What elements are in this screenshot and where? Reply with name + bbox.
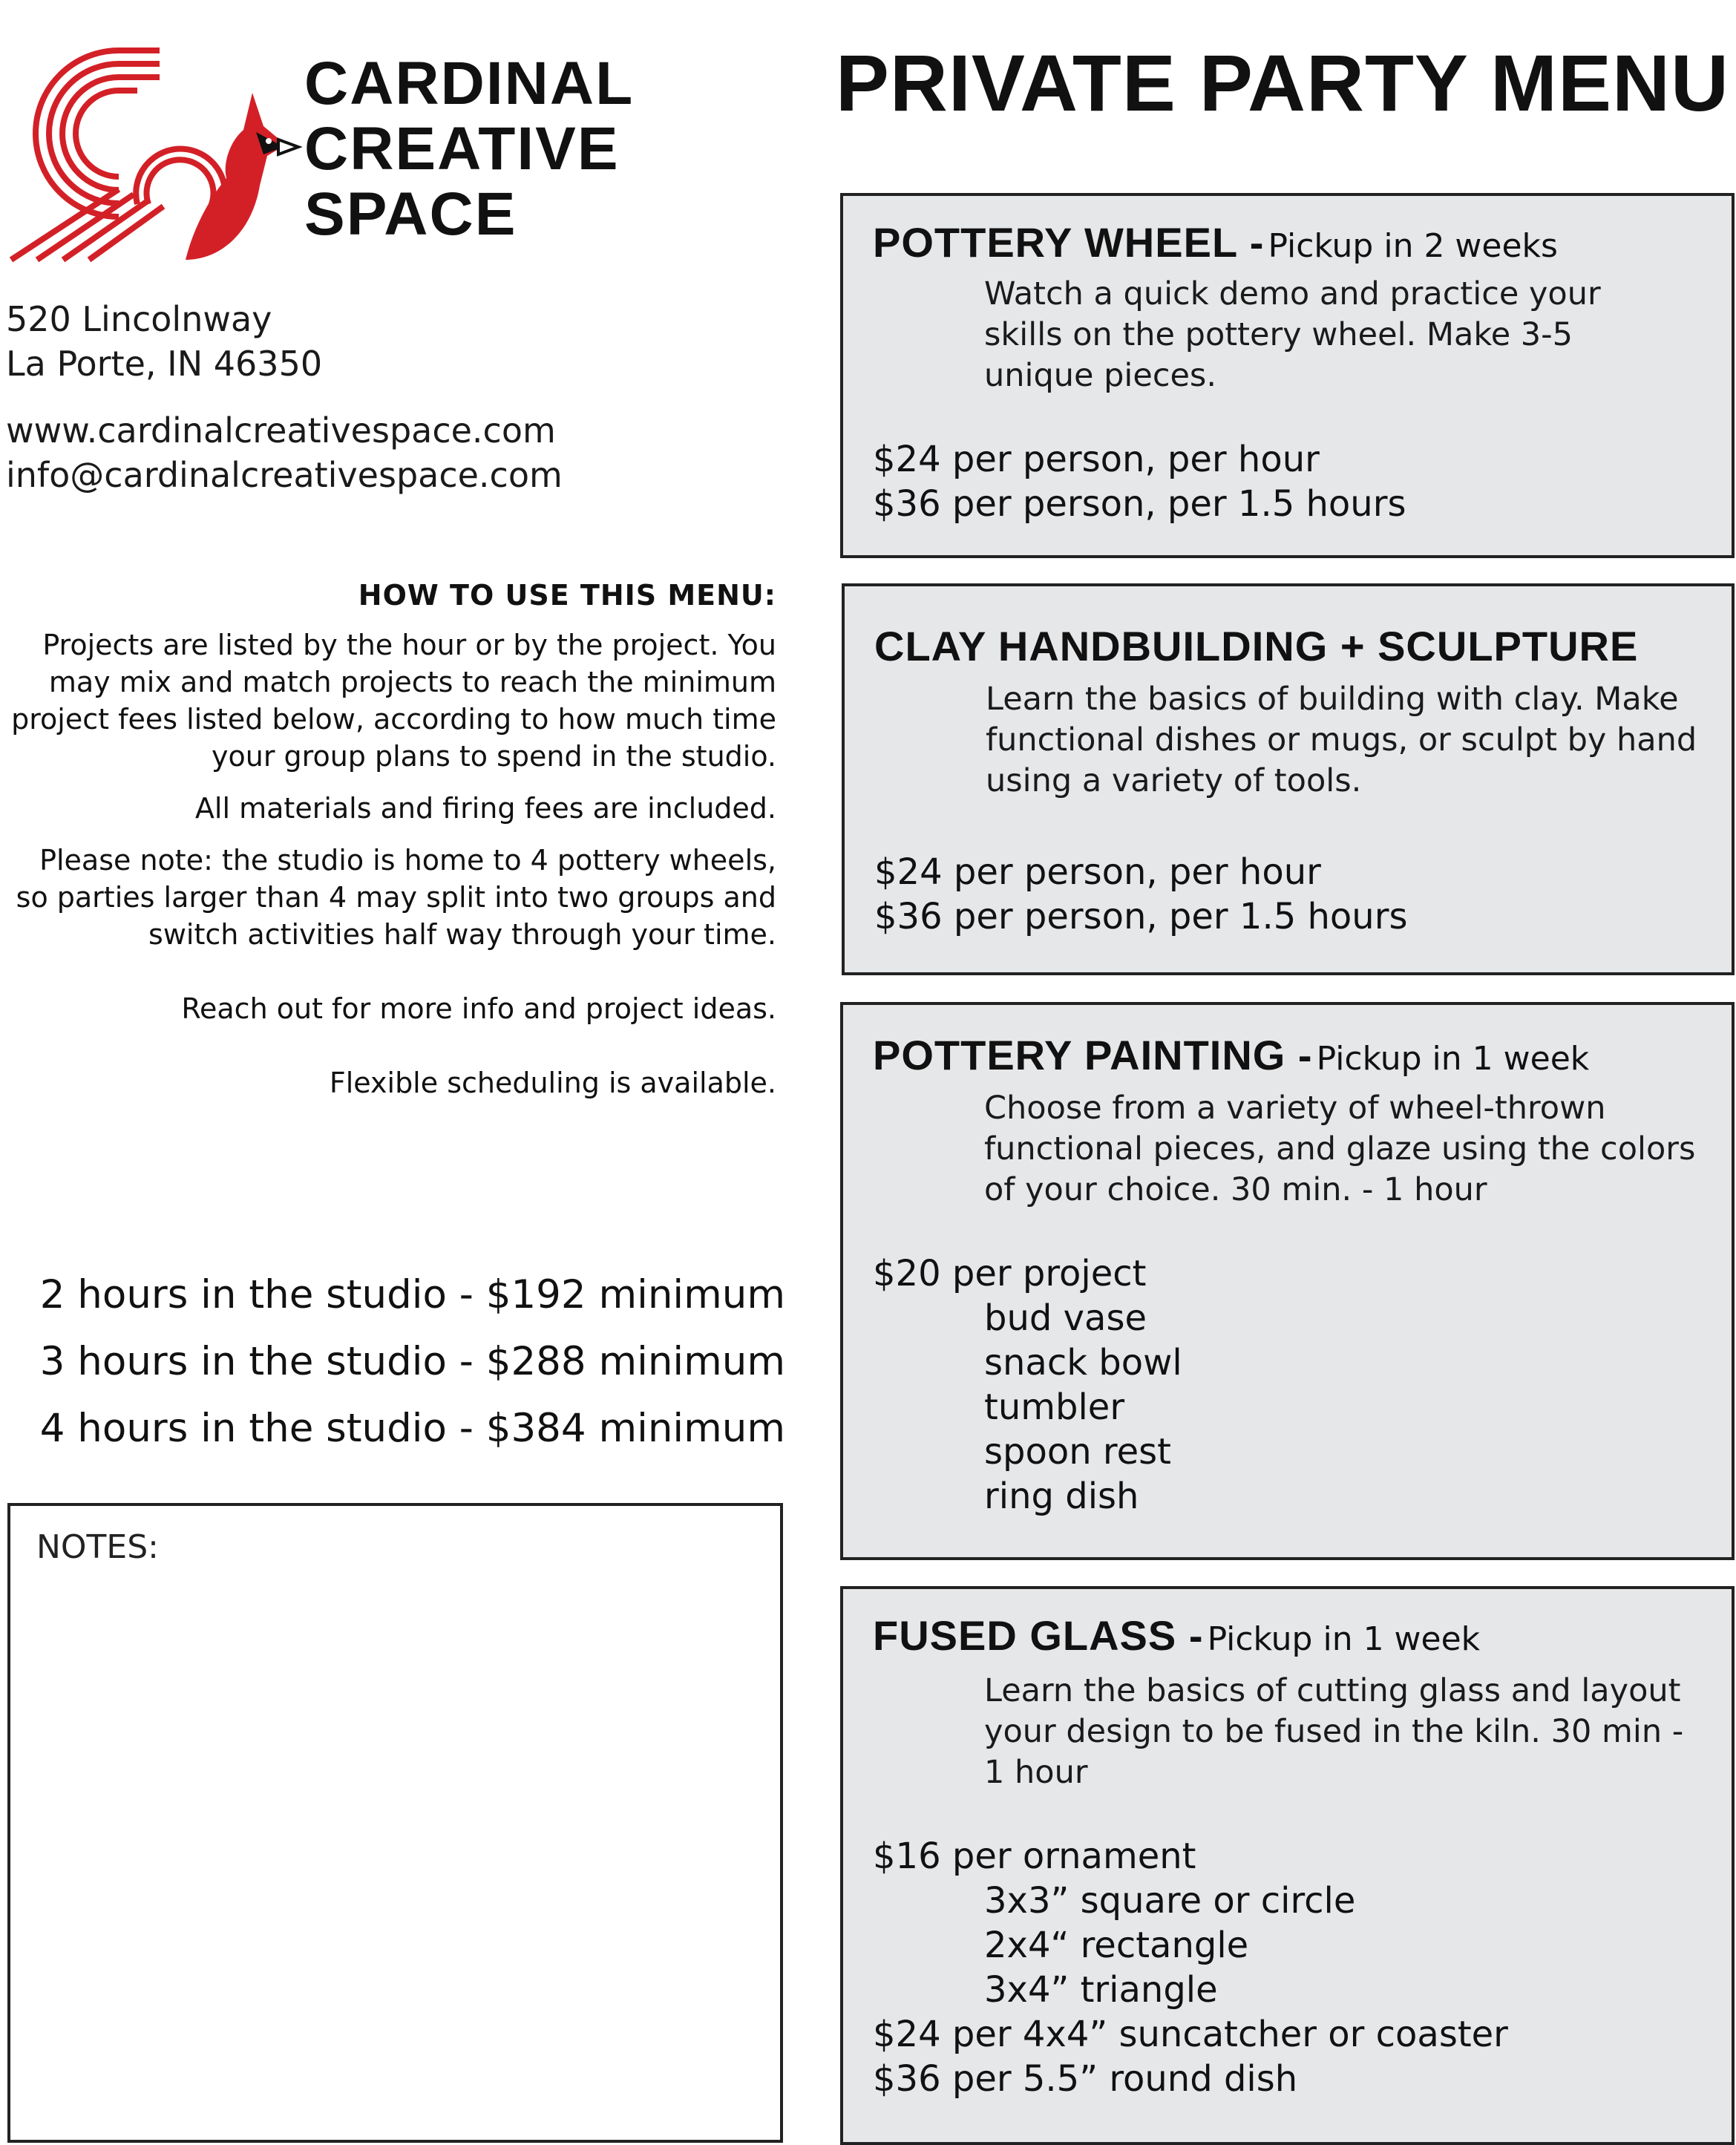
fused-glass-price-round-dish: $36 per 5.5” round dish — [873, 2058, 1298, 2100]
pottery-wheel-price-hour: $24 per person, per hour — [873, 439, 1320, 480]
pottery-painting-item: snack bowl — [984, 1342, 1182, 1383]
cardinal-logo-icon — [7, 37, 304, 267]
notes-box[interactable] — [7, 1503, 783, 2143]
fused-glass-item: 2x4“ rectangle — [984, 1925, 1249, 1966]
fused-glass-name: FUSED GLASS - — [873, 1612, 1204, 1659]
email-link[interactable]: info@cardinalcreativespace.com — [6, 455, 563, 495]
pottery-wheel-card — [840, 193, 1735, 558]
fused-glass-card — [840, 1586, 1735, 2145]
pottery-painting-item: ring dish — [984, 1476, 1139, 1517]
clay-handbuilding-price-hour: $24 per person, per hour — [874, 851, 1321, 893]
brand-name-line-3: SPACE — [304, 180, 517, 248]
how-to-use-paragraph-5: Flexible scheduling is available. — [329, 1067, 776, 1099]
pottery-painting-price — [873, 1251, 1182, 1519]
pottery-wheel-name: POTTERY WHEEL - — [873, 219, 1265, 266]
pottery-painting-item: tumbler — [984, 1386, 1125, 1428]
clay-handbuilding-title — [874, 622, 1638, 670]
minimum-fee-3-hours: 3 hours in the studio - $288 minimum — [39, 1339, 785, 1384]
clay-handbuilding-description: Learn the basics of building with clay. Make functional dishes or mugs, or sculpt by hand using a variety of tools. — [986, 681, 1697, 799]
pottery-painting-item: bud vase — [984, 1297, 1147, 1339]
fused-glass-price-ornament: $16 per ornament — [873, 1835, 1196, 1877]
minimum-fees-list — [7, 1262, 785, 1462]
fused-glass-item: 3x4” triangle — [984, 1969, 1218, 2011]
how-to-use-paragraph-4: Reach out for more info and project ideas. — [181, 992, 776, 1025]
clay-handbuilding-price-1-5-hours: $36 per person, per 1.5 hours — [874, 896, 1408, 937]
fused-glass-pickup: Pickup in 1 week — [1207, 1620, 1481, 1658]
pottery-painting-title — [873, 1031, 1589, 1079]
how-to-use-heading: HOW TO USE THIS MENU: — [358, 579, 776, 612]
how-to-use-paragraph-3: Please note: the studio is home to 4 pottery wheels, so parties larger than 4 may split into two groups and switch activities half way through your time. — [16, 844, 776, 951]
pottery-painting-card — [840, 1002, 1735, 1560]
minimum-fee-2-hours: 2 hours in the studio - $192 minimum — [39, 1272, 785, 1317]
fused-glass-description: Learn the basics of cutting glass and layout your design to be fused in the kiln. 30 min - 1 hour — [984, 1672, 1684, 1791]
fused-glass-price-suncatcher: $24 per 4x4” suncatcher or coaster — [873, 2014, 1508, 2055]
pottery-painting-pickup: Pickup in 1 week — [1316, 1040, 1590, 1078]
how-to-use-paragraph-1: Projects are listed by the hour or by the project. You may mix and match projects to reach the minimum project fees listed below, according to how much time your group plans to spend in the studio. — [11, 629, 776, 773]
how-to-use-section — [7, 579, 776, 1116]
pottery-painting-name: POTTERY PAINTING - — [873, 1032, 1313, 1078]
brand-name-line-2: CREATIVE — [304, 115, 620, 183]
page-title: PRIVATE PARTY MENU — [835, 38, 1729, 128]
pottery-painting-item: spoon rest — [984, 1431, 1171, 1473]
pottery-wheel-pickup: Pickup in 2 weeks — [1268, 227, 1558, 265]
brand-name-line-1: CARDINAL — [304, 50, 635, 117]
fused-glass-title — [873, 1611, 1480, 1660]
fused-glass-item: 3x3” square or circle — [984, 1880, 1356, 1922]
pottery-wheel-price-1-5-hours: $36 per person, per 1.5 hours — [873, 483, 1406, 525]
how-to-use-paragraph-2: All materials and firing fees are included. — [194, 792, 776, 825]
minimum-fee-4-hours: 4 hours in the studio - $384 minimum — [39, 1406, 785, 1451]
fused-glass-prices — [873, 1834, 1508, 2101]
pottery-wheel-description: Watch a quick demo and practice your skills on the pottery wheel. Make 3-5 unique pieces. — [984, 275, 1601, 394]
address-line-2: La Porte, IN 46350 — [6, 344, 323, 384]
address-line-1: 520 Lincolnway — [6, 299, 272, 339]
pottery-painting-description: Choose from a variety of wheel-thrown functional pieces, and glaze using the colors of your choice. 30 min. - 1 hour — [984, 1090, 1696, 1208]
clay-handbuilding-card — [842, 583, 1735, 975]
pottery-painting-price-label: $20 per project — [873, 1253, 1147, 1294]
notes-label: NOTES: — [36, 1528, 159, 1566]
website-link[interactable]: www.cardinalcreativespace.com — [6, 410, 556, 451]
pottery-wheel-title — [873, 218, 1558, 266]
clay-handbuilding-name: CLAY HANDBUILDING + SCULPTURE — [874, 623, 1639, 669]
